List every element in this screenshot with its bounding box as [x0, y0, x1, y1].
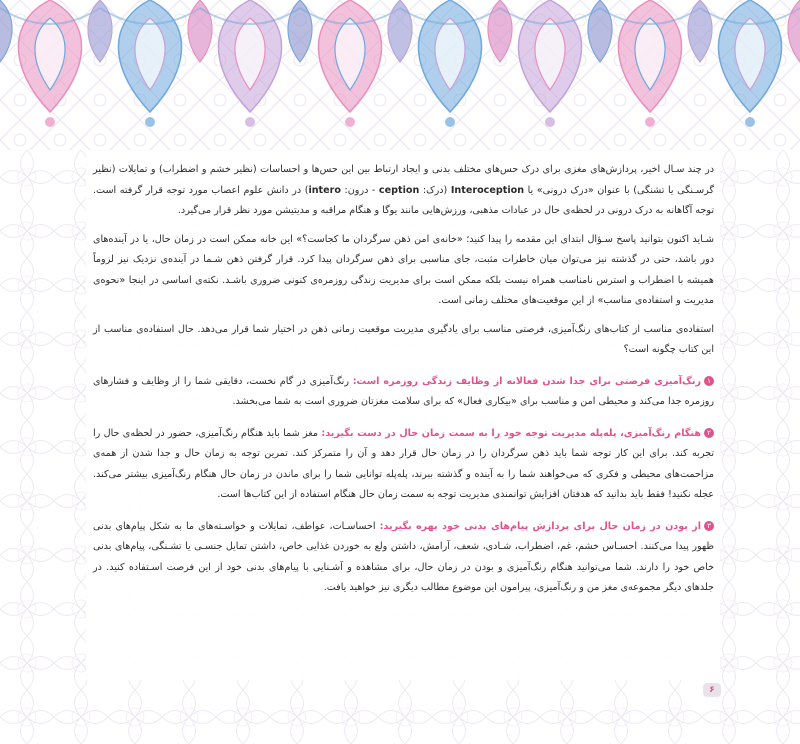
floral-ornament-border-icon	[0, 0, 800, 150]
item-heading: از بودن در زمان حال برای پردازش پیام‌های بدنی خود بهره بگیرید:	[379, 520, 701, 532]
list-item-3	[93, 517, 714, 599]
term-interoception: Interoception	[450, 184, 525, 196]
intro-text-d: ) در دانش علوم اعصاب مورد توجه قرار گرفته است. توجه آگاهانه به درک درونی در لحظه‌ی حال در عبادات مذهبی، ورزش‌هایی مانند یوگا و هنگام مراقبه و مدیتیشن مورد نظر قرار می‌گیرد.	[93, 184, 714, 216]
item-number-badge: ۲	[704, 428, 714, 438]
item-text: احساسـات، عواطف، تمایلات و خواسـته‌های ما به شکل پیام‌های بدنی ظهور پیدا می‌کنند. احسـاس خشم، غم، اضطراب، شـادی، شعف، آرامش، داشتن ولع به خوردن غذایی خاص، داشتن تمایل جنسـی یا تشـنگی، پیام‌های بدنی خاص خود را دارند. شما می‌توانید هنگام رنگ‌آمیزی و بودن در زمان حال، برای مشاهده و آشـنایی با پیام‌های بدنی خود از این فرصت اسـتفاده کنید. در جلدهای دیگر مجموعه‌ی مغز من و رنگ‌آمیزی، پیرامون این موضوع مطالب دیگری نیز خواهید یافت.	[93, 520, 714, 593]
intro-text-b: (درک:	[419, 184, 451, 196]
intro-text-c: - درون:	[340, 184, 379, 196]
item-number-badge: ۳	[704, 521, 714, 531]
page-number: ۶	[703, 683, 721, 697]
intro-text-a: در چند سـال اخیر، پردازش‌های مغزی برای درک حس‌های مختلف بدنی و ایجاد ارتباط بین این حس‌ها و احساسات (نظیر خشم و اضطراب) و تمایلات (نظیر گرسـنگی یا تشنگی) با عنوان «درک درونی» یا	[93, 164, 714, 196]
list-item-1	[93, 372, 714, 413]
item-text: مغز شما باید هنگام رنگ‌آمیزی، حضور در لحظه‌ی حال را تجربه کند. برای این کار توجه شما باید ذهن سرگردان را در زمان حال قرار دهد و آن را متمرکز کند. تمرین توجه به زمان حال و جدا شدن از همه‌ی مزاحمت‌های محیطی و فکری که می‌خواهند شما را به آینده و گذشته ببرند، پله‌پله توانایی شما را برای ماندن در زمان حال هنگام رنگ‌آمیزی بیشتر می‌کند. عجله نکنید! فقط باید بدانید که هدفتان افزایش توانمندی مدیریت توجه به سمت زمان حال هنگام استفاده از این کتاب‌ها است.	[93, 427, 714, 500]
paragraph-coloring-books: استفاده‌ی مناسب از کتاب‌های رنگ‌آمیزی، فرصتی مناسب برای یادگیری مدیریت موقعیت زمانی ذهن در اختیار شما قرار می‌دهد. حال استفاده‌ی مناسب از این کتاب چگونه است؟	[93, 323, 714, 355]
paragraph-safe-home: شـاید اکنون بتوانید پاسخ سـؤال ابتدای این مقدمه را پیدا کنید؛ «خانه‌ی امن ذهن سرگردان ما کجاست؟» این خانه ممکن است در زمان حال، یا در آینده‌های دور باشد، حتی در گذشته نیز می‌توان میان خاطرات مثبت، جای مناسبی برای ذهن سرگردان پیدا کرد. قرار گرفتن ذهن شـما در آینده‌ی نزدیک نیز لزوماً همیشه با اضطراب و استرس نامناسب همراه نیست بلکه ممکن است برای مدیریت زندگی روزمره‌ی کنونی ضروری باشـد. نکته‌ی اساسی در اینجا «نحوه‌ی مدیریت و استفاده‌ی مناسب» از این موقعیت‌های مختلف زمانی است.	[93, 233, 714, 306]
term-intero: intero	[308, 184, 341, 196]
term-ception: ception	[378, 184, 420, 196]
item-number-badge: ۱	[704, 376, 714, 386]
article-body	[93, 160, 714, 607]
paragraph-intro	[93, 160, 714, 222]
list-item-2	[93, 424, 714, 506]
item-heading: هنگام رنگ‌آمیزی، پله‌پله مدیریت توجه خود را به سمت زمان حال در دست بگیرید:	[321, 427, 701, 439]
item-text: رنگ‌آمیزی در گام نخست، دقایقی شما را از وظایف و فشارهای روزمره جدا می‌کند و محیطی امن و مناسب برای «بیکاری فعال» که برای سلامت مغزتان ضروری است به شما می‌بخشد.	[93, 375, 714, 407]
item-heading: رنگ‌آمیزی فرصتی برای جدا شدن فعالانه از وظایف زندگی روزمره است:	[352, 375, 701, 387]
